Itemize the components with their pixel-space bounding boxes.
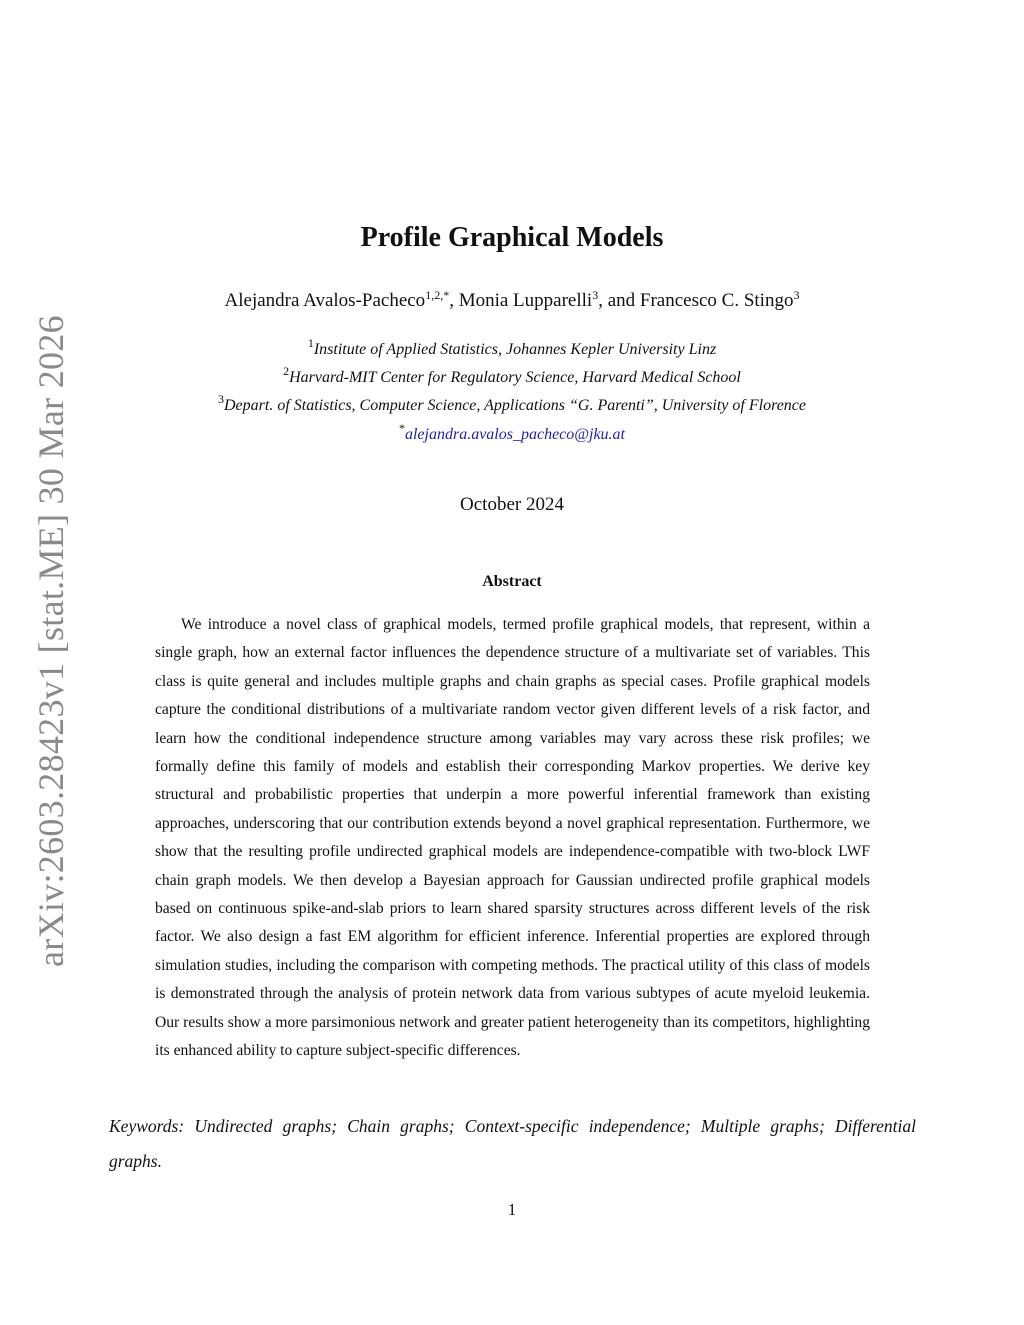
author-affiliation-marker: 3 <box>592 288 599 302</box>
author-affiliation-marker: 1,2,* <box>425 288 450 302</box>
affiliation-marker: 3 <box>218 392 224 406</box>
email-link[interactable]: alejandra.avalos_pacheco@jku.at <box>404 426 625 443</box>
arxiv-identifier-stamp: arXiv:2603.28423v1 [stat.ME] 30 Mar 2026 <box>31 315 71 967</box>
paper-title: Profile Graphical Models <box>360 222 664 253</box>
affiliation-marker: 2 <box>283 364 290 378</box>
publication-date: October 2024 <box>460 494 564 515</box>
author-separator: , <box>449 290 459 311</box>
affiliation-marker: 1 <box>307 336 314 350</box>
affiliation-2 <box>0 364 1024 387</box>
affiliation-1 <box>0 336 1024 359</box>
page-number: 1 <box>507 1200 517 1219</box>
author-list <box>0 290 1024 312</box>
affiliation-text: Institute of Applied Statistics, Johannes Kepler University Linz <box>313 341 717 358</box>
affiliation-text: Depart. of Statistics, Computer Science, Applications “G. Parenti”, University of Florence <box>224 397 806 414</box>
author-name: Monia Lupparelli <box>458 290 593 311</box>
keywords: Keywords: Undirected graphs; Chain graphs; Context-specific independence; Multiple graphs; Differential graphs. <box>109 1116 916 1171</box>
abstract-text: We introduce a novel class of graphical models, termed profile graphical models, that represent, within a single graph, how an external factor influences the dependence structure of a multivariate set of variables. This class is quite general and includes multiple graphs and chain graphs as special cases. Profile graphical models capture the conditional distributions of a multivariate random vector given different levels of a risk factor, and learn how the conditional independence structure among variables may vary across these risk profiles; we formally define this family of models and establish their corresponding Markov properties. We derive key structural and probabilistic properties that underpin a more powerful inferential framework than existing approaches, underscoring that our contribution extends beyond a novel graphical representation. Furthermore, we show that the resulting profile undirected graphical models are independence-compatible with two-block LWF chain graph models. We then develop a Bayesian approach for Gaussian undirected profile graphical models based on continuous spike-and-slab priors to learn shared sparsity structures across different levels of the risk factor. We also design a fast EM algorithm for efficient inference. Inferential properties are explored through simulation studies, including the comparison with competing methods. The practical utility of this class of models is demonstrated through the analysis of protein network data from various subtypes of acute myeloid leukemia. Our results show a more parsimonious network and greater patient heterogeneity than its competitors, highlighting its enhanced ability to capture subject-specific differences. <box>155 616 870 1060</box>
affiliation-3 <box>0 392 1024 415</box>
author-separator: , and <box>598 290 640 311</box>
affiliation-marker: * <box>398 421 405 435</box>
author-name: Francesco C. Stingo <box>639 290 794 311</box>
affiliation-text: Harvard-MIT Center for Regulatory Science, Harvard Medical School <box>289 369 741 386</box>
author-affiliation-marker: 3 <box>793 288 800 302</box>
corresponding-email <box>0 421 1024 444</box>
abstract-heading: Abstract <box>482 573 542 590</box>
author-name: Alejandra Avalos-Pacheco <box>224 290 426 311</box>
